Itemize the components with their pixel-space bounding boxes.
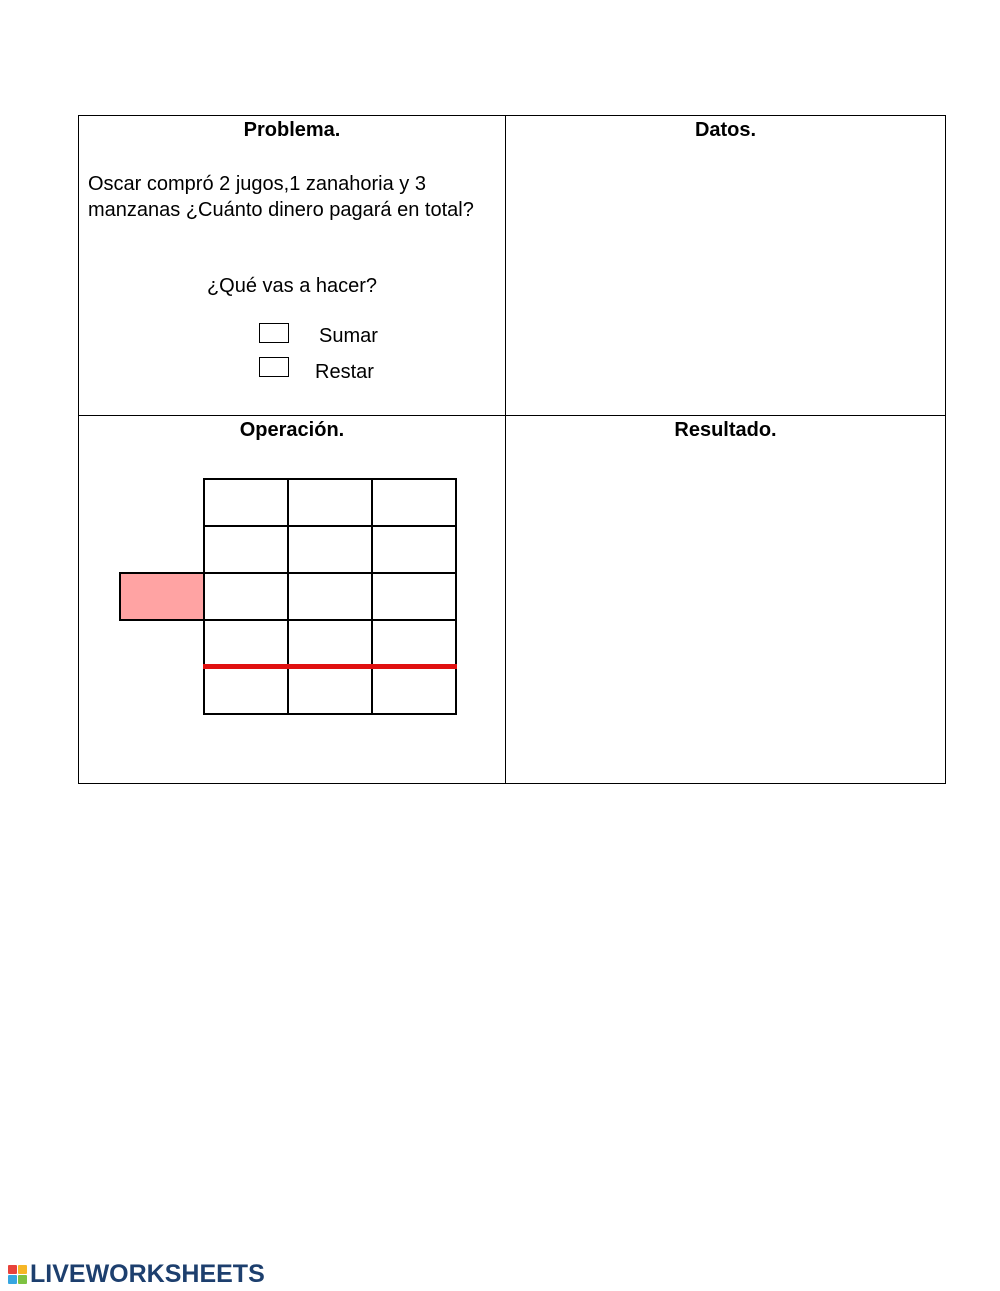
grid-cell[interactable] bbox=[372, 526, 456, 573]
result-heading: Resultado. bbox=[674, 419, 777, 441]
grid-cell[interactable] bbox=[288, 526, 372, 573]
grid-row bbox=[204, 573, 456, 620]
grid-row bbox=[204, 667, 456, 714]
option-restar-label: Restar bbox=[315, 361, 374, 383]
grid-cell[interactable] bbox=[288, 573, 372, 620]
operation-heading: Operación. bbox=[239, 419, 345, 441]
grid-row bbox=[204, 620, 456, 667]
operation-grid bbox=[203, 478, 457, 715]
grid-row bbox=[204, 526, 456, 573]
grid-cell[interactable] bbox=[372, 479, 456, 526]
column-divider bbox=[505, 116, 506, 783]
grid-cell[interactable] bbox=[204, 573, 288, 620]
carry-box[interactable] bbox=[119, 572, 205, 621]
question-text: ¿Qué vas a hacer? bbox=[206, 275, 378, 297]
grid-cell[interactable] bbox=[288, 620, 372, 667]
row-divider bbox=[79, 415, 945, 416]
grid-cell[interactable] bbox=[204, 620, 288, 667]
grid-cell[interactable] bbox=[204, 479, 288, 526]
grid-cell[interactable] bbox=[372, 667, 456, 714]
problem-heading: Problema. bbox=[243, 119, 341, 141]
result-line bbox=[203, 664, 457, 669]
grid-cell[interactable] bbox=[204, 667, 288, 714]
grid-cell[interactable] bbox=[288, 479, 372, 526]
worksheet-table bbox=[78, 115, 946, 784]
problem-statement: Oscar compró 2 jugos,1 zanahoria y 3 manzanas ¿Cuánto dinero pagará en total? bbox=[88, 173, 474, 221]
grid-cell[interactable] bbox=[204, 526, 288, 573]
data-heading: Datos. bbox=[694, 119, 757, 141]
option-sumar-checkbox[interactable] bbox=[259, 323, 289, 343]
option-restar-checkbox[interactable] bbox=[259, 357, 289, 377]
grid-cell[interactable] bbox=[372, 573, 456, 620]
grid-cell[interactable] bbox=[288, 667, 372, 714]
grid-row bbox=[204, 479, 456, 526]
grid-cell[interactable] bbox=[372, 620, 456, 667]
logo-text: LIVEWORKSHEETS bbox=[30, 1259, 265, 1288]
logo-mark-icon bbox=[8, 1265, 27, 1284]
option-sumar-label: Sumar bbox=[319, 325, 378, 347]
liveworksheets-logo bbox=[8, 1260, 265, 1288]
